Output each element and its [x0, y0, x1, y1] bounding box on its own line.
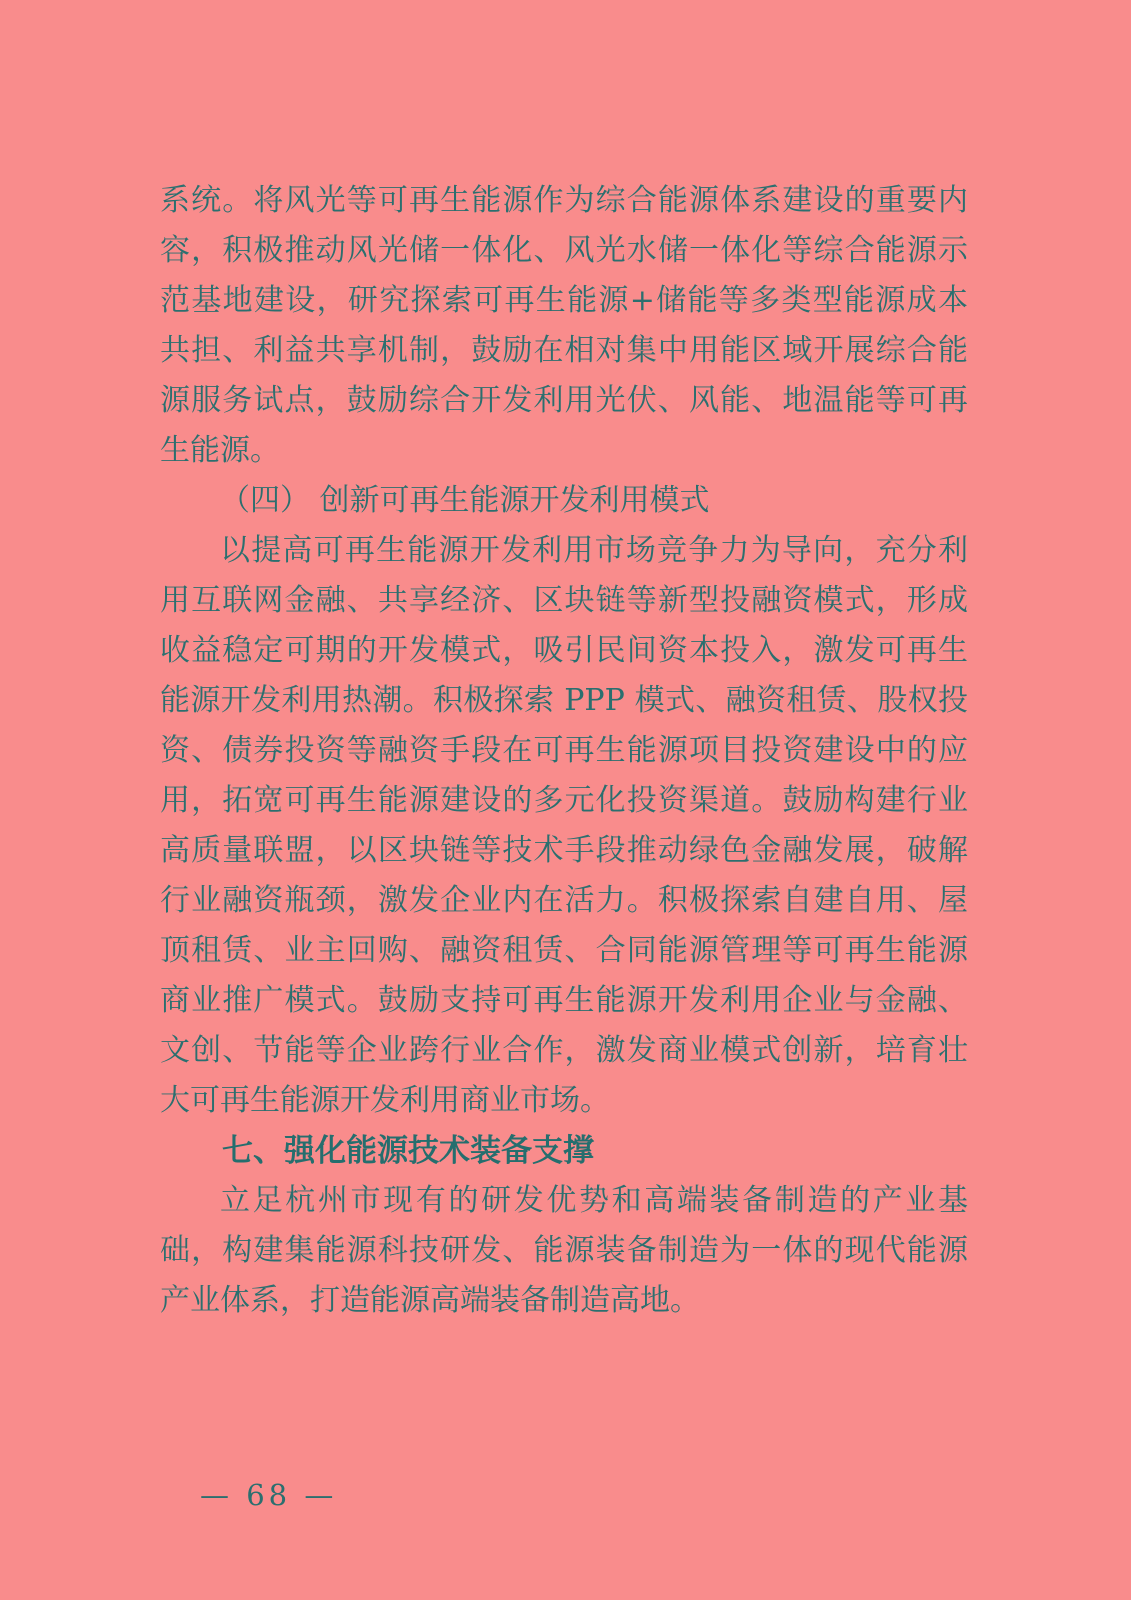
text-line: 商业推广模式。鼓励支持可再生能源开发利用企业与金融、 — [160, 983, 968, 1018]
text-line: 行业融资瓶颈，激发企业内在活力。积极探索自建自用、屋 — [160, 883, 968, 918]
text-line: 资、债券投资等融资手段在可再生能源项目投资建设中的应 — [160, 733, 968, 768]
text-line: 用，拓宽可再生能源建设的多元化投资渠道。鼓励构建行业 — [160, 783, 968, 818]
text-line: 范基地建设，研究探索可再生能源+储能等多类型能源成本 — [160, 283, 968, 318]
text-line: 生能源。 — [160, 433, 280, 468]
text-line: 大可再生能源开发利用商业市场。 — [160, 1083, 610, 1118]
text-line: 立足杭州市现有的研发优势和高端装备制造的产业基 — [220, 1183, 968, 1218]
text-line: 顶租赁、业主回购、融资租赁、合同能源管理等可再生能源 — [160, 933, 968, 968]
page-number: — 68 — — [200, 1478, 338, 1512]
text-line: 系统。将风光等可再生能源作为综合能源体系建设的重要内 — [160, 183, 968, 218]
section-heading: 七、强化能源技术装备支撑 — [222, 1133, 594, 1169]
text-block — [160, 176, 968, 1326]
text-line: 容，积极推动风光储一体化、风光水储一体化等综合能源示 — [160, 233, 968, 268]
text-line: 源服务试点，鼓励综合开发利用光伏、风能、地温能等可再 — [160, 383, 968, 418]
text-line: 收益稳定可期的开发模式，吸引民间资本投入，激发可再生 — [160, 633, 968, 668]
text-line: 用互联网金融、共享经济、区块链等新型投融资模式，形成 — [160, 583, 968, 618]
text-line: 础，构建集能源科技研发、能源装备制造为一体的现代能源 — [160, 1233, 968, 1268]
text-line: 产业体系，打造能源高端装备制造高地。 — [160, 1283, 700, 1318]
text-line: 文创、节能等企业跨行业合作，激发商业模式创新，培育壮 — [160, 1033, 968, 1068]
text-line: 能源开发利用热潮。积极探索 PPP 模式、融资租赁、股权投 — [160, 683, 968, 718]
subsection-heading: （四） 创新可再生能源开发利用模式 — [220, 483, 710, 518]
text-line: 高质量联盟，以区块链等技术手段推动绿色金融发展，破解 — [160, 833, 968, 868]
text-line: 共担、利益共享机制，鼓励在相对集中用能区域开展综合能 — [160, 333, 968, 368]
text-line: 以提高可再生能源开发利用市场竞争力为导向，充分利 — [220, 533, 968, 568]
